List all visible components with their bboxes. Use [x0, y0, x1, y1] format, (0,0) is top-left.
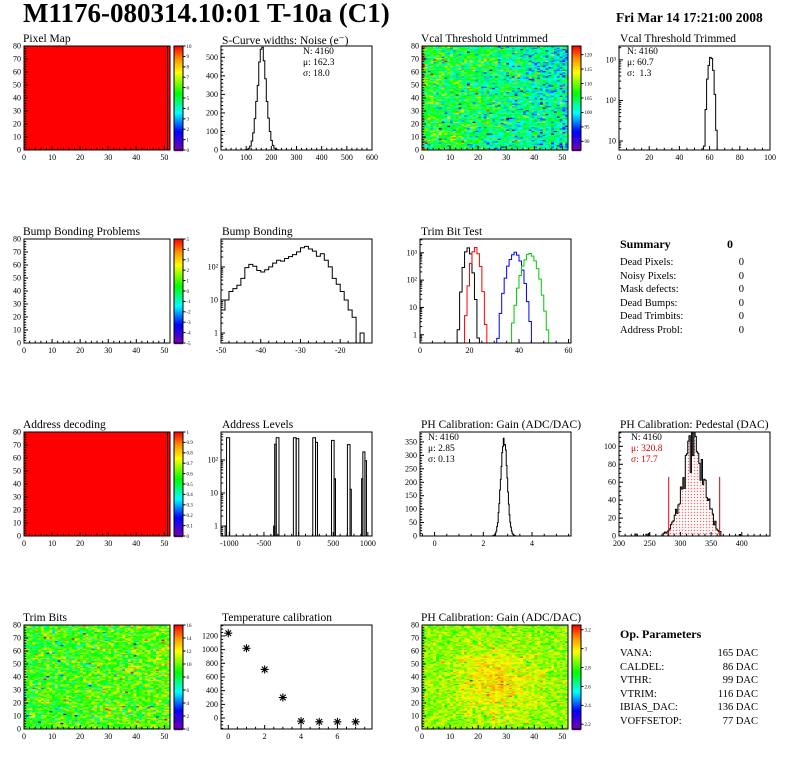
summary-row	[620, 324, 744, 338]
bump-bonding-cell	[199, 225, 398, 415]
summary-label: Address Probl:	[620, 324, 683, 336]
op-parameter-value: 116 DAC	[717, 688, 758, 700]
address-levels-canvas	[199, 418, 398, 568]
summary-value: 0	[738, 270, 744, 282]
scurve-noise-title: S-Curve widths: Noise (e⁻)	[222, 35, 349, 47]
summary-total: 0	[727, 237, 733, 251]
op-parameter-label: IBIAS_DAC:	[620, 702, 678, 714]
op-parameter-row	[620, 701, 758, 715]
pixel-map-canvas	[0, 32, 199, 182]
trim-bits-map-cell	[0, 611, 199, 772]
vcal-trimmed-cell	[597, 32, 796, 222]
bump-bonding-canvas	[199, 225, 398, 375]
op-parameter-label: VOFFSETOP:	[620, 715, 682, 727]
op-parameter-value: 77 DAC	[722, 715, 758, 727]
bump-problems-cell	[0, 225, 199, 415]
op-parameter-label: CALDEL:	[620, 661, 665, 673]
trim-bits-map-canvas	[0, 611, 199, 761]
scurve-noise-cell	[199, 32, 398, 222]
pixel-map-title: Pixel Map	[23, 33, 71, 45]
op-parameter-value: 86 DAC	[722, 661, 758, 673]
trim-bits-map-title: Trim Bits	[23, 612, 68, 624]
scurve-noise-canvas	[199, 32, 398, 182]
summary-label: Dead Pixels:	[620, 257, 674, 268]
ph-pedestal-canvas	[597, 418, 796, 568]
op-parameters-rows	[620, 647, 758, 729]
ph-gain-hist-cell	[398, 418, 597, 608]
ph-gain-hist-title: PH Calibration: Gain (ADC/DAC)	[421, 419, 582, 431]
vcal-trimmed-canvas	[597, 32, 796, 182]
summary-label: Noisy Pixels:	[620, 270, 677, 282]
op-parameter-label: VTHR:	[620, 675, 652, 687]
trim-bit-test-canvas	[398, 225, 597, 375]
address-decoding-title: Address decoding	[23, 419, 106, 431]
op-parameter-row	[620, 715, 758, 729]
summary-rows	[620, 256, 744, 338]
op-parameter-row	[620, 661, 758, 675]
op-parameters-title: Op. Parameters	[620, 627, 702, 641]
ph-gain-hist-canvas	[398, 418, 597, 568]
summary-row	[620, 310, 744, 324]
summary-value: 0	[738, 324, 744, 336]
bump-bonding-title: Bump Bonding	[222, 226, 293, 238]
temp-calibration-canvas	[199, 611, 398, 761]
temp-calibration-title: Temperature calibration	[222, 612, 332, 624]
ph-pedestal-cell	[597, 418, 796, 608]
summary-value: 0	[738, 257, 744, 268]
vcal-untrimmed-canvas	[398, 32, 597, 182]
temp-calibration-cell	[199, 611, 398, 772]
address-decoding-cell	[0, 418, 199, 608]
vcal-untrimmed-cell	[398, 32, 597, 222]
op-parameter-row	[620, 688, 758, 702]
summary-value: 0	[738, 284, 744, 296]
address-levels-cell	[199, 418, 398, 608]
bump-problems-title: Bump Bonding Problems	[23, 226, 140, 238]
address-levels-title: Address Levels	[222, 419, 294, 431]
summary-label: Dead Bumps:	[620, 297, 678, 309]
summary-row	[620, 283, 744, 297]
ph-gain-map-cell	[398, 611, 597, 772]
bump-problems-canvas	[0, 225, 199, 375]
vcal-trimmed-title: Vcal Threshold Trimmed	[620, 33, 737, 45]
op-parameter-row	[620, 674, 758, 688]
summary-row	[620, 270, 744, 284]
op-parameter-value: 99 DAC	[722, 675, 758, 687]
summary-row	[620, 297, 744, 311]
page-title: M1176-080314.10:01 T-10a (C1)	[23, 0, 390, 28]
op-parameter-label: VANA:	[620, 648, 652, 659]
op-parameter-label: VTRIM:	[620, 688, 657, 700]
summary-panel	[597, 225, 796, 415]
summary-value: 0	[738, 311, 744, 323]
ph-gain-map-canvas	[398, 611, 597, 761]
ph-gain-map-title: PH Calibration: Gain (ADC/DAC)	[421, 612, 582, 624]
op-parameter-value: 165 DAC	[717, 648, 758, 659]
op-parameter-value: 136 DAC	[717, 702, 758, 714]
op-parameter-row	[620, 647, 758, 661]
ph-pedestal-title: PH Calibration: Pedestal (DAC)	[620, 419, 769, 431]
summary-label: Mask defects:	[620, 284, 679, 296]
summary-label: Dead Trimbits:	[620, 311, 684, 323]
summary-value: 0	[738, 297, 744, 309]
trim-bit-test-title: Trim Bit Test	[421, 226, 483, 238]
address-decoding-canvas	[0, 418, 199, 568]
trim-bit-test-cell	[398, 225, 597, 415]
report-date: Fri Mar 14 17:21:00 2008	[616, 10, 763, 25]
summary-title: Summary	[620, 237, 671, 251]
vcal-untrimmed-title: Vcal Threshold Untrimmed	[421, 33, 548, 45]
pixel-map-cell	[0, 32, 199, 222]
op-parameters-panel	[597, 611, 796, 772]
summary-row	[620, 256, 744, 270]
